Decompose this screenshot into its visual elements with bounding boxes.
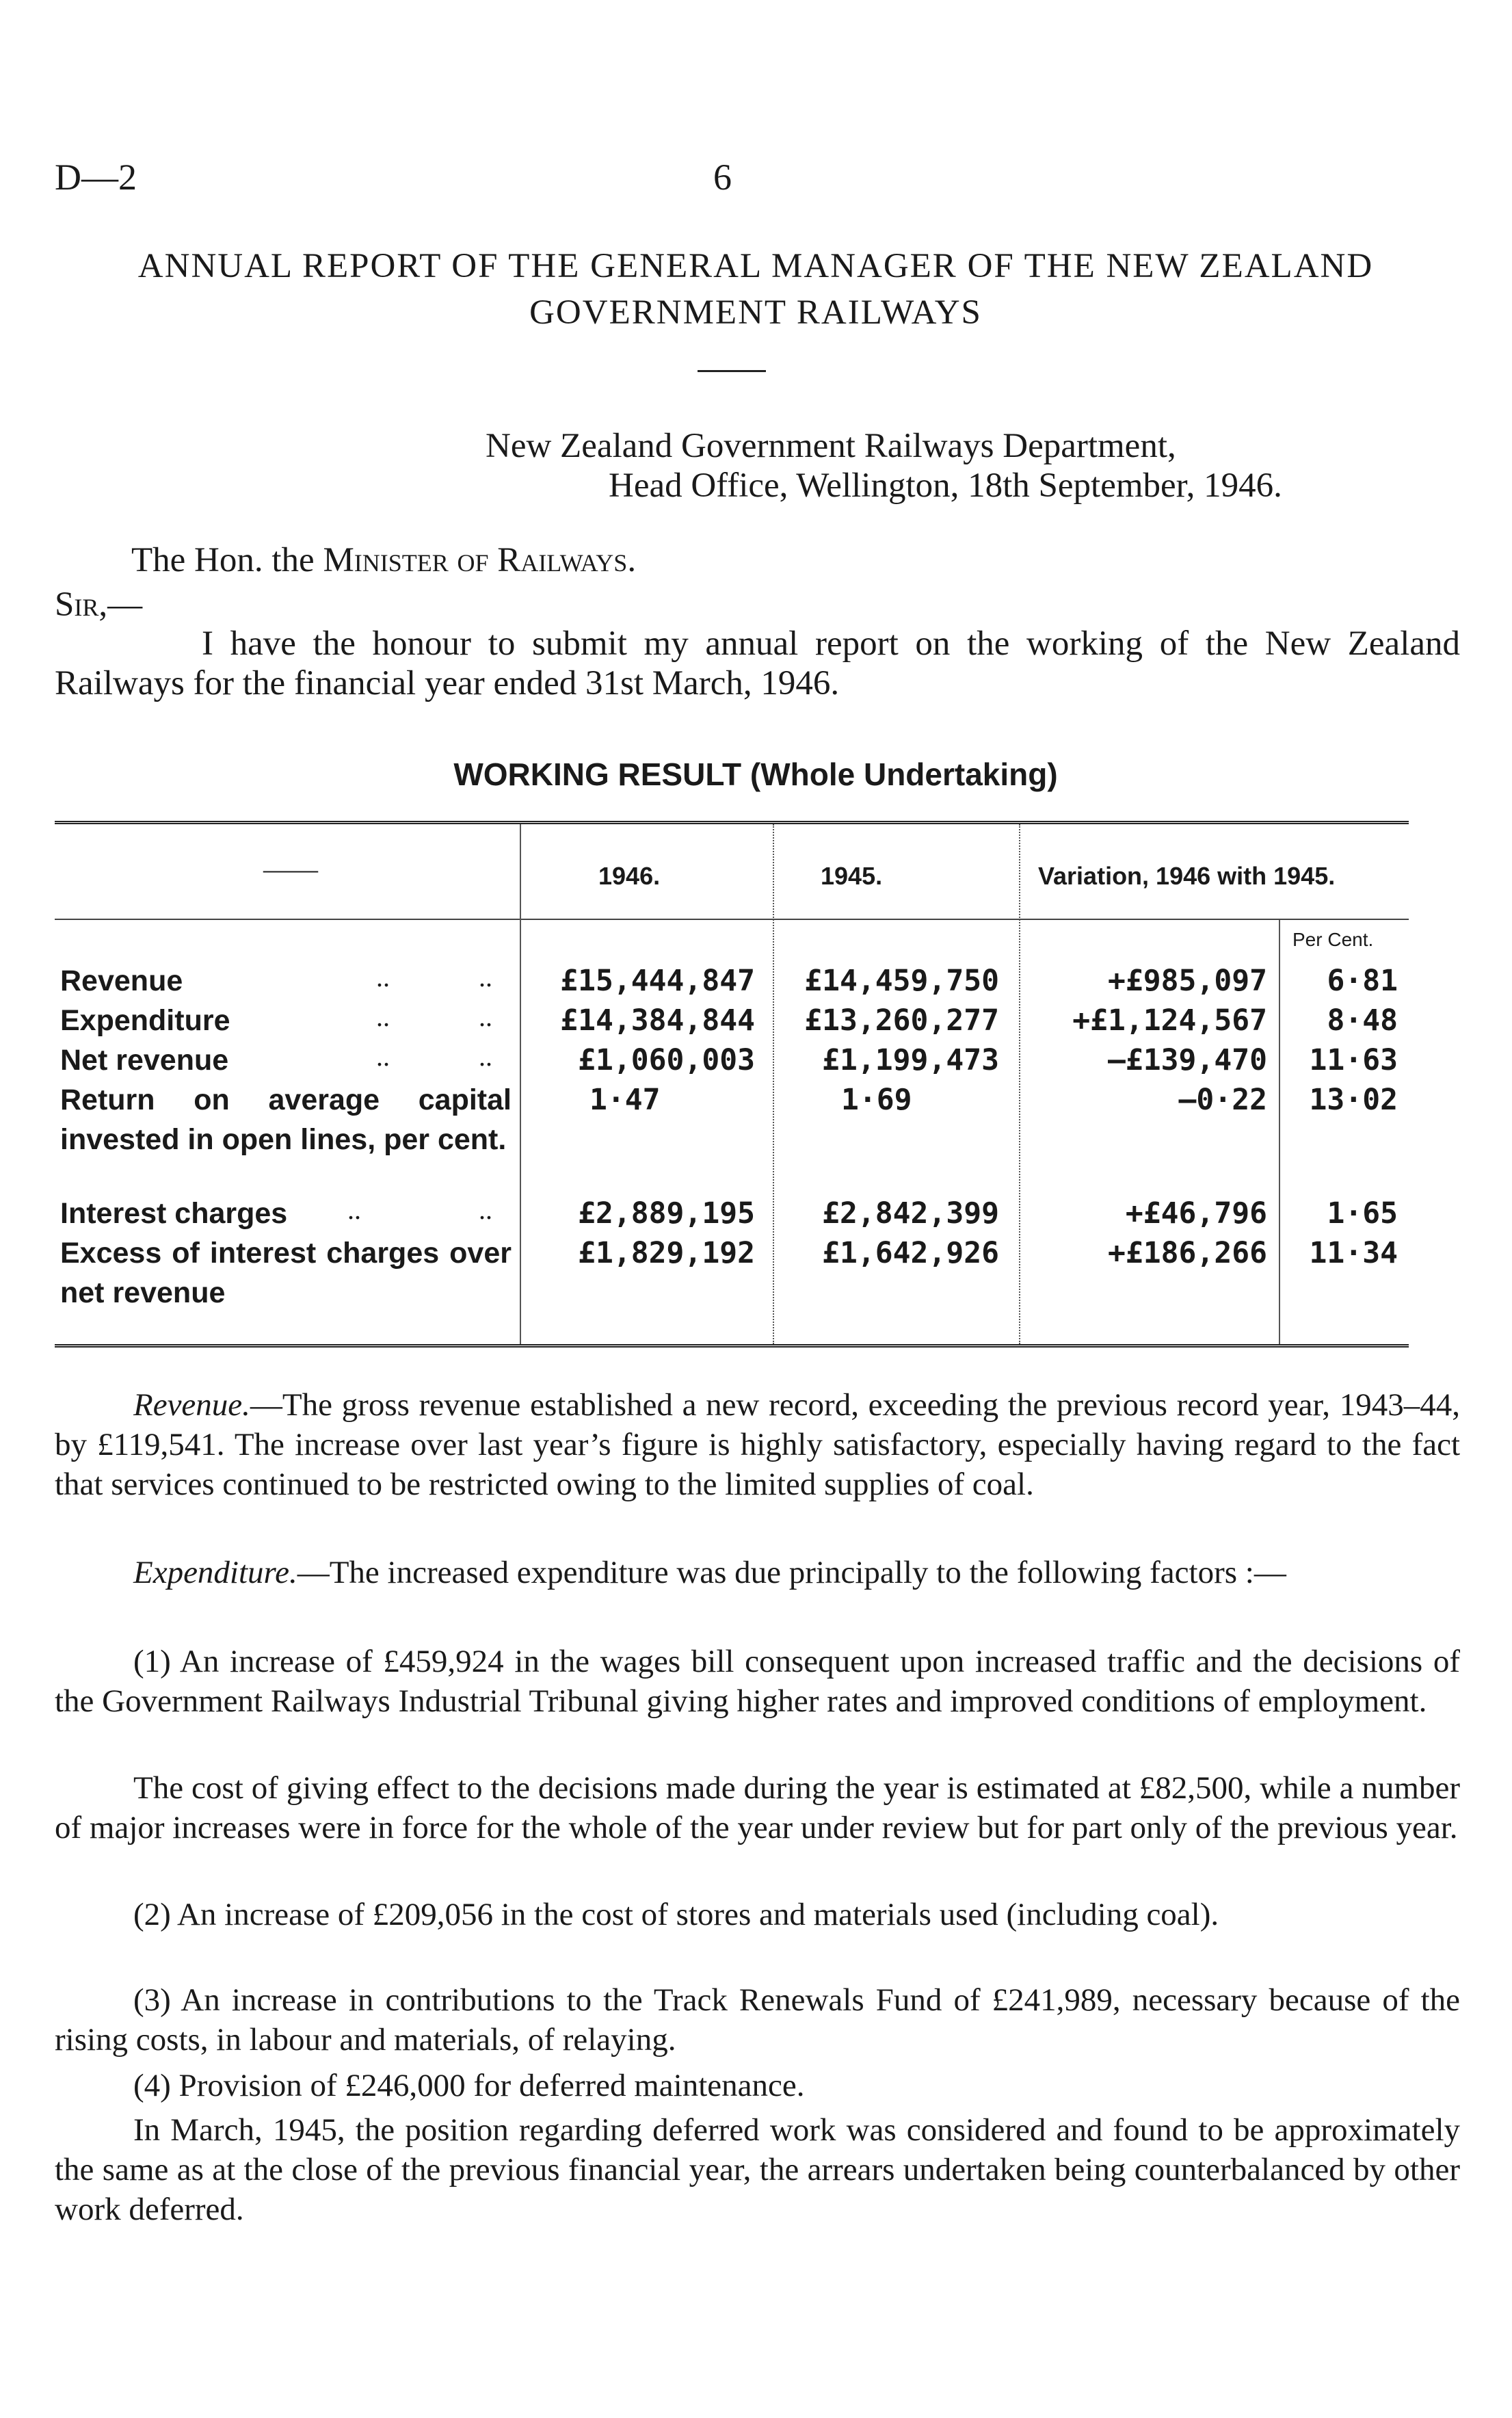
page-number: 6 (713, 157, 732, 198)
cell-revenue-variation: +£985,097 (1108, 964, 1267, 998)
leader-dots: .. (479, 962, 492, 993)
revenue-paragraph (55, 1385, 1460, 1504)
expenditure-heading: Expenditure. (133, 1555, 297, 1590)
table-title-paren: (Whole Undertaking) (750, 757, 1058, 792)
title-divider (698, 370, 766, 372)
table-column-divider (1279, 920, 1280, 1344)
cell-excess-variation: +£186,266 (1108, 1236, 1267, 1270)
deferred-work-paragraph: In March, 1945, the position regarding deferred work was considered and found to be approximately the same as at the close of the previous financial year, the arrears undertaken being counterbalanced by other work deferred. (55, 2112, 1460, 2227)
leader-dots: .. (376, 1001, 390, 1032)
cell-interest-1945: £2,842,399 (822, 1196, 999, 1231)
cell-interest-percent: 1·65 (1327, 1196, 1398, 1231)
leader-dots: .. (347, 1194, 361, 1225)
leader-dots: .. (479, 1194, 492, 1225)
expenditure-paragraph (55, 1553, 1460, 1592)
cell-net-revenue-variation: —£139,470 (1108, 1043, 1267, 1077)
table-column-divider (1019, 824, 1020, 1344)
row-label-net-revenue: Net revenue (60, 1044, 229, 1077)
cell-revenue-1945: £14,459,750 (804, 964, 999, 998)
expenditure-text: —The increased expenditure was due principally to the following factors :— (297, 1555, 1286, 1590)
column-header-1946: 1946. (598, 862, 661, 890)
table-title (55, 756, 1457, 793)
cell-net-revenue-1946: £1,060,003 (578, 1043, 755, 1077)
row-label-interest-charges: Interest charges (60, 1197, 288, 1230)
leader-dots: .. (479, 1041, 492, 1072)
cell-excess-percent: 11·34 (1309, 1236, 1398, 1270)
revenue-heading: Revenue. (133, 1387, 250, 1423)
addressee-prefix: The Hon. the (131, 541, 315, 579)
report-title-line-2: GOVERNMENT RAILWAYS (529, 293, 982, 332)
row-label-return-on-capital: Return on average capital invested in open lines, per cent. (60, 1083, 512, 1156)
row-label-revenue: Revenue (60, 964, 183, 997)
report-title (55, 243, 1457, 336)
cell-revenue-1946: £15,444,847 (560, 964, 755, 998)
cell-expenditure-variation: +£1,124,567 (1072, 1003, 1267, 1038)
cell-return-1946: 1·47 (589, 1083, 661, 1117)
table-bottom-rule (55, 1344, 1409, 1350)
leader-dots: .. (376, 962, 390, 993)
address-line-1: New Zealand Government Railways Department, (486, 427, 1176, 465)
factor-item-3: (3) An increase in contributions to the Track Renewals Fund of £241,989, necessary because of the rising costs, in labour and materials, of relaying. (55, 1982, 1460, 2058)
row-label-expenditure: Expenditure (60, 1004, 230, 1037)
cell-net-revenue-percent: 11·63 (1309, 1043, 1398, 1077)
cell-excess-1946: £1,829,192 (578, 1236, 755, 1270)
factor-item-2: (2) An increase of £209,056 in the cost of stores and materials used (including coal). (133, 1897, 1219, 1932)
cell-expenditure-1946: £14,384,844 (560, 1003, 755, 1038)
table-top-rule (55, 821, 1409, 827)
cell-expenditure-1945: £13,260,277 (804, 1003, 999, 1038)
cell-return-1945: 1·69 (841, 1083, 912, 1117)
table-column-divider (773, 824, 774, 1344)
leader-dots: .. (376, 1041, 390, 1072)
salutation: Sir,— (55, 586, 143, 624)
cell-net-revenue-1945: £1,199,473 (822, 1043, 999, 1077)
intro-paragraph: I have the honour to submit my annual report on the working of the New Zealand Railways for the financial year ended 31st March, 1946. (55, 625, 1460, 702)
table-header-rule (55, 919, 1409, 920)
cell-expenditure-percent: 8·48 (1327, 1003, 1398, 1038)
addressee-title: Minister of Railways. (323, 541, 637, 579)
cell-interest-variation: +£46,796 (1125, 1196, 1267, 1231)
leader-dots: .. (479, 1001, 492, 1032)
document-code: D—2 (55, 157, 137, 198)
cell-return-variation: —0·22 (1178, 1083, 1267, 1117)
column-header-variation: Variation, 1946 with 1945. (1038, 862, 1336, 890)
revenue-text: —The gross revenue established a new record, exceeding the previous record year, 1943–44, by £119,541. The increase over last year’s figure is highly satisfactory, especially having regard to the fact that services continued to be restricted owing to the limited supplies of coal. (55, 1387, 1460, 1502)
table-corner-dash: —— (263, 854, 318, 884)
factor-item-1: (1) An increase of £459,924 in the wages bill consequent upon increased traffic and the decisions of the Government Railways Industrial Tribunal giving higher rates and improved conditions of employment. (55, 1644, 1460, 1719)
table-title-main: WORKING RESULT (453, 757, 742, 792)
column-header-1945: 1945. (821, 862, 883, 890)
factor-item-1-note: The cost of giving effect to the decisions made during the year is estimated at £82,500, while a number of major increases were in force for the whole of the year under review but for part only of the previous year. (55, 1770, 1460, 1845)
table-column-divider (520, 824, 521, 1344)
address-line-2: Head Office, Wellington, 18th September, 1946. (609, 466, 1282, 505)
row-label-excess-interest: Excess of interest charges over net revenue (60, 1237, 512, 1309)
cell-return-percent: 13·02 (1309, 1083, 1398, 1117)
addressee (131, 540, 636, 580)
report-title-line-1: ANNUAL REPORT OF THE GENERAL MANAGER OF THE NEW ZEALAND (137, 247, 1374, 285)
factor-item-4: (4) Provision of £246,000 for deferred maintenance. (133, 2068, 805, 2103)
cell-revenue-percent: 6·81 (1327, 964, 1398, 998)
cell-excess-1945: £1,642,926 (822, 1236, 999, 1270)
cell-interest-1946: £2,889,195 (578, 1196, 755, 1231)
per-cent-label: Per Cent. (1292, 929, 1374, 950)
